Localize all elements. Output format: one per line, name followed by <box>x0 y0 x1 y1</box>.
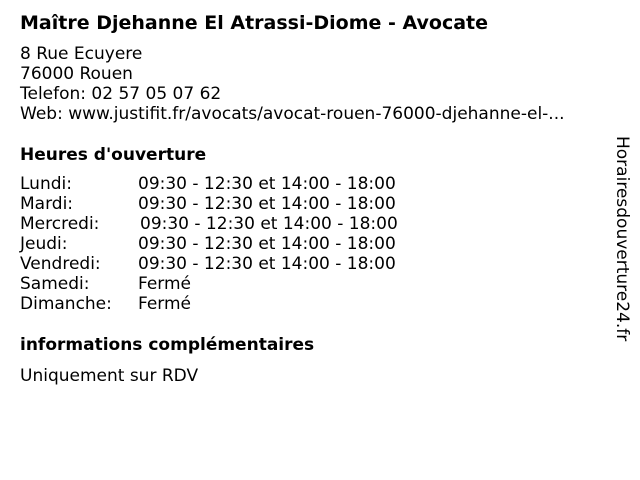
day-label: Jeudi: <box>20 234 68 254</box>
contact-block <box>20 44 565 124</box>
brand-watermark <box>612 136 632 346</box>
hours-value: Fermé <box>138 274 192 294</box>
hours-row-mardi <box>20 194 440 214</box>
website-link: Web: www.justifit.fr/avocats/avocat-rouen-76000-djehanne-el-... <box>20 104 565 124</box>
day-label: Mardi: <box>20 194 74 214</box>
city-postcode: 76000 Rouen <box>20 64 133 84</box>
day-label: Vendredi: <box>20 254 101 274</box>
day-label: Samedi: <box>20 274 90 294</box>
page-title: Maître Djehanne El Atrassi-Diome - Avocate <box>20 12 489 34</box>
hours-row-mercredi <box>20 214 440 234</box>
day-label: Dimanche: <box>20 294 112 314</box>
day-label: Lundi: <box>20 174 72 194</box>
brand-text: Horairesdouverture24.fr <box>612 136 632 342</box>
opening-hours-heading: Heures d'ouverture <box>20 145 207 165</box>
hours-value: 09:30 - 12:30 et 14:00 - 18:00 <box>138 254 396 274</box>
hours-value: 09:30 - 12:30 et 14:00 - 18:00 <box>140 214 398 234</box>
hours-value: 09:30 - 12:30 et 14:00 - 18:00 <box>138 174 396 194</box>
hours-value: 09:30 - 12:30 et 14:00 - 18:00 <box>138 234 396 254</box>
hours-row-vendredi <box>20 254 440 274</box>
additional-info-text: Uniquement sur RDV <box>20 366 199 386</box>
day-label: Mercredi: <box>20 214 100 234</box>
phone-number: Telefon: 02 57 05 07 62 <box>20 84 222 104</box>
hours-row-lundi <box>20 174 440 194</box>
street-address: 8 Rue Ecuyere <box>20 44 143 64</box>
hours-value: 09:30 - 12:30 et 14:00 - 18:00 <box>138 194 396 214</box>
opening-hours-table <box>20 174 440 314</box>
hours-row-samedi <box>20 274 440 294</box>
additional-info-heading: informations complémentaires <box>20 335 315 355</box>
hours-value: Fermé <box>138 294 192 314</box>
hours-row-dimanche <box>20 294 440 314</box>
hours-row-jeudi <box>20 234 440 254</box>
